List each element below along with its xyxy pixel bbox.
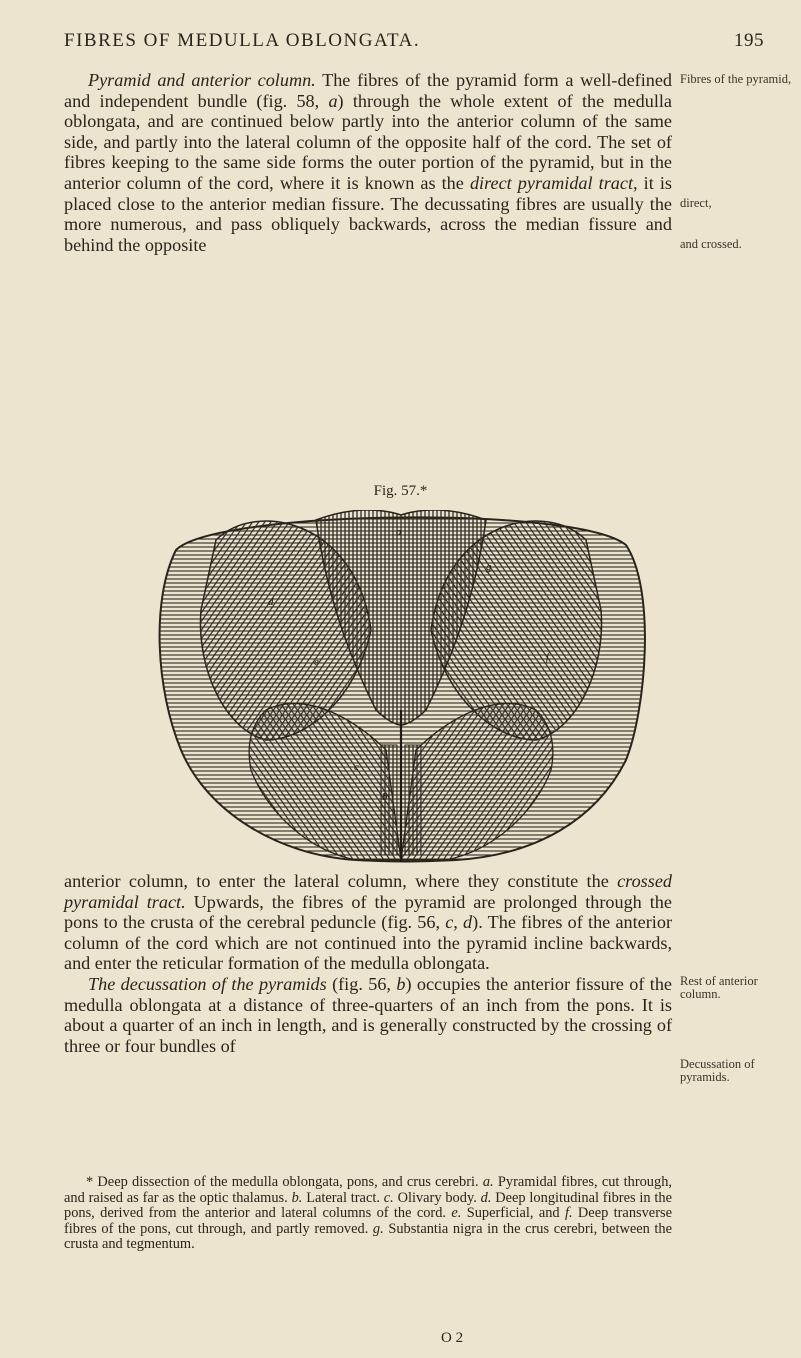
text-run: ). The fibres of the anterior column of the cord which are not continued into the pyramid incline backwards, and enter the reticular formation of the medulla oblongata. bbox=[64, 912, 672, 974]
fig-letter-a: a bbox=[396, 526, 402, 538]
fig-letter: d. bbox=[480, 1189, 492, 1206]
fig-letter: f. bbox=[564, 1205, 573, 1222]
text-run: it is placed close to the anterior median fissure. The decussating fibres are usually the more numerous, and pass obliquely backwards, across the median fissure and behind the opposite bbox=[64, 172, 672, 255]
signature-mark: O 2 bbox=[441, 1330, 464, 1346]
fig-letter-d: d bbox=[268, 596, 274, 608]
medulla-bundle-right bbox=[405, 745, 421, 855]
fig-letter: b. bbox=[291, 1189, 303, 1206]
fig-letter-f: f bbox=[546, 651, 550, 663]
margin-note-rest-anterior: Rest of anterior column. bbox=[680, 974, 758, 1001]
fig-letter: b bbox=[396, 973, 406, 994]
term-direct-tract: direct pyramidal tract, bbox=[469, 172, 638, 193]
fig-letter-c: c bbox=[354, 761, 359, 773]
fig-letter-e: e bbox=[314, 656, 319, 668]
paragraph-heading: Pyramid and anterior column. bbox=[88, 70, 316, 90]
term-crossed-tract: crossed pyramidal tract. bbox=[64, 871, 672, 912]
figure-label: Fig. 57.* bbox=[373, 483, 428, 499]
text-run: Olivary body. bbox=[393, 1189, 481, 1206]
fig-letter: e. bbox=[451, 1205, 462, 1222]
text-run: ) through the whole extent of the medulla oblongata, and are continued below partly into the anterior column of the same side, and partly into the lateral column of the opposite half of the cord. The set of fibres keeping to the same side forms the outer portion of the pyramid, but in the anterior column of the cord, where it is known as the bbox=[64, 90, 672, 193]
margin-note-direct: direct, bbox=[680, 196, 712, 210]
footnote-text bbox=[64, 1175, 672, 1253]
running-header bbox=[64, 30, 764, 54]
margin-note-crossed: and crossed. bbox=[680, 237, 742, 251]
text-run: ) occupies the anterior fissure of the medulla oblongata at a distance of three-quarters of an inch from the pons. It is about a quarter of an inch in length, and is generally constructed by the crossing of three or four bundles of bbox=[64, 973, 672, 1056]
figure-medulla-dissection bbox=[156, 510, 646, 864]
text-run: Superficial, and bbox=[461, 1205, 565, 1222]
paragraph-decussation bbox=[64, 974, 672, 1056]
text-run: The fibres of the pyramid form a well-defined and independent bundle (fig. 58, bbox=[64, 70, 673, 111]
text-run: anterior column, to enter the lateral column, where they constitute the bbox=[64, 871, 618, 891]
page-number: 195 bbox=[734, 30, 764, 51]
fig-letters: c, d bbox=[445, 912, 473, 933]
fig-letter: a bbox=[328, 90, 338, 111]
fig-letter: c. bbox=[383, 1189, 394, 1206]
term-decussation: The decussation of the pyramids bbox=[88, 973, 327, 994]
text-block-bottom bbox=[64, 871, 672, 1056]
text-run: Deep longitudinal fibres in the pons, derived from the anterior and lateral columns of the cord. bbox=[64, 1189, 672, 1222]
fig-letter-g: g bbox=[486, 561, 492, 573]
text-run: Deep transverse fibres of the pons, cut through, and partly removed. bbox=[64, 1205, 672, 1237]
text-block-top bbox=[64, 70, 672, 255]
fig-letter: g. bbox=[372, 1220, 384, 1237]
fig-letter: a. bbox=[482, 1174, 494, 1190]
text-run: Lateral tract. bbox=[302, 1189, 384, 1206]
fig-letter-b: b bbox=[382, 791, 388, 803]
text-run: Substantia nigra in the crus cerebri, between the crusta and tegmentum. bbox=[64, 1220, 672, 1253]
running-title: FIBRES OF MEDULLA OBLONGATA. bbox=[64, 30, 421, 51]
paragraph-pyramid bbox=[64, 70, 672, 255]
margin-note-decussation: Decussation of pyramids. bbox=[680, 1057, 755, 1084]
text-run: Pyramidal fibres, cut through, and raised as far as the optic thalamus. bbox=[64, 1174, 672, 1206]
footnote bbox=[64, 1175, 672, 1253]
text-run: (fig. 56, bbox=[326, 973, 397, 994]
text-run: Upwards, the fibres of the pyramid are prolonged through the pons to the crusta of the cerebral peduncle (fig. 56, bbox=[64, 891, 672, 933]
margin-note-fibres: Fibres of the pyramid, bbox=[680, 72, 792, 86]
text-run: * Deep dissection of the medulla oblongata, pons, and crus cerebri. bbox=[86, 1174, 483, 1190]
paragraph-crossed bbox=[64, 871, 672, 974]
